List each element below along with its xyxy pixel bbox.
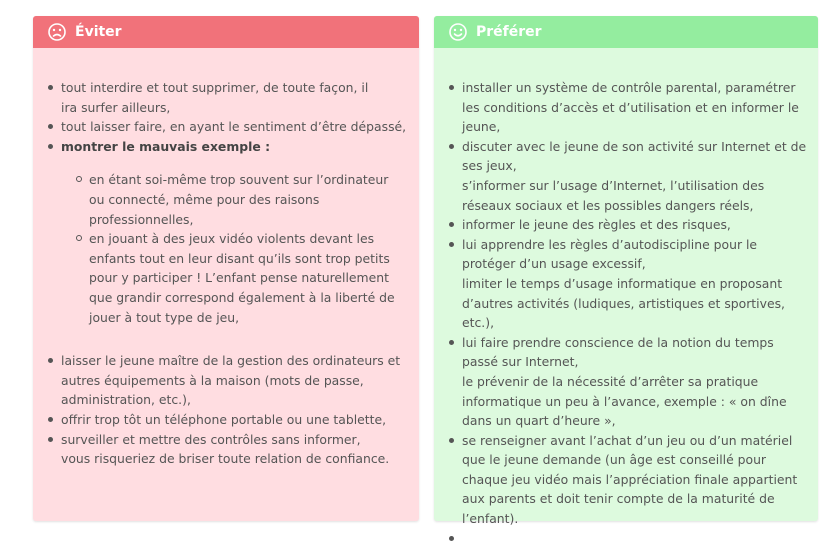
list-item (448, 431, 810, 529)
list-item (448, 333, 810, 431)
prefer-title: Préférer (476, 24, 542, 40)
list-item-text: s’informer sur l’usage d’Internet, l’utilisation des réseaux sociaux et les possibles dangers réels, (462, 177, 765, 213)
list-item-empty (448, 529, 810, 548)
list-item: tout interdire et tout supprimer, de toute façon, il ira surfer ailleurs, (47, 78, 411, 117)
avoid-header (33, 16, 419, 48)
list-item (448, 215, 810, 235)
list-item-text: informer le jeune des règles et des risques, (462, 217, 731, 233)
list-item: laisser le jeune maître de la gestion des ordinateurs et autres équipements à la maison (mots de passe, administration, etc.), (47, 351, 411, 410)
avoid-list-continued (47, 351, 411, 469)
list-item: montrer le mauvais exemple : (47, 137, 411, 157)
list-item (448, 235, 810, 333)
avoid-sublist (47, 170, 411, 327)
avoid-title: Éviter (75, 24, 122, 40)
list-item: tout laisser faire, en ayant le sentiment d’être dépassé, (47, 117, 411, 137)
list-item: offrir trop tôt un téléphone portable ou une tablette, (47, 410, 411, 430)
list-item-text: se renseigner avant l’achat d’un jeu ou d’un matériel que le jeune demande (un âge est conseillé pour chaque jeu vidéo mais l’appréciation finale appartient aux parents et doit tenir compte de la maturité de l’enfant). (462, 432, 798, 527)
avoid-body (47, 78, 411, 469)
prefer-header (434, 16, 818, 48)
list-item-text: limiter le temps d’usage informatique en proposant d’autres activités (ludiques, artistiques et sportives, etc.), (462, 275, 785, 331)
list-item-text: lui apprendre les règles d’autodiscipline pour le protéger d’un usage excessif, (462, 236, 758, 272)
avoid-list (47, 78, 411, 156)
list-item-text: le prévenir de la nécessité d’arrêter sa pratique informatique un peu à l’avance, exemple : « on dîne dans un quart d’heure », (462, 373, 787, 429)
list-item-text: installer un système de contrôle parental, paramétrer les conditions d’accès et d’utilisation et en informer le jeune, (462, 80, 799, 135)
prefer-body (448, 78, 810, 548)
prefer-list (448, 78, 810, 548)
prefer-card (434, 16, 818, 527)
list-item (448, 137, 810, 215)
sad-face-icon (47, 22, 67, 42)
list-item-text: discuter avec le jeune de son activité sur Internet et de ses jeux, (462, 138, 807, 174)
avoid-card (33, 16, 419, 521)
list-item-text: lui faire prendre conscience de la notion du temps passé sur Internet, (462, 334, 774, 370)
list-item: surveiller et mettre des contrôles sans informer, vous risqueriez de briser toute relation de confiance. (47, 430, 411, 469)
sub-list-item: en jouant à des jeux vidéo violents devant les enfants tout en leur disant qu’ils sont trop petits pour y participer ! L’enfant pense naturellement que grandir correspond également à la liberté de jouer à tout type de jeu, (75, 229, 411, 327)
smiley-face-icon (448, 22, 468, 42)
list-item (448, 78, 810, 137)
sub-list-item: en étant soi-même trop souvent sur l’ordinateur ou connecté, même pour des raisons professionnelles, (75, 170, 411, 229)
